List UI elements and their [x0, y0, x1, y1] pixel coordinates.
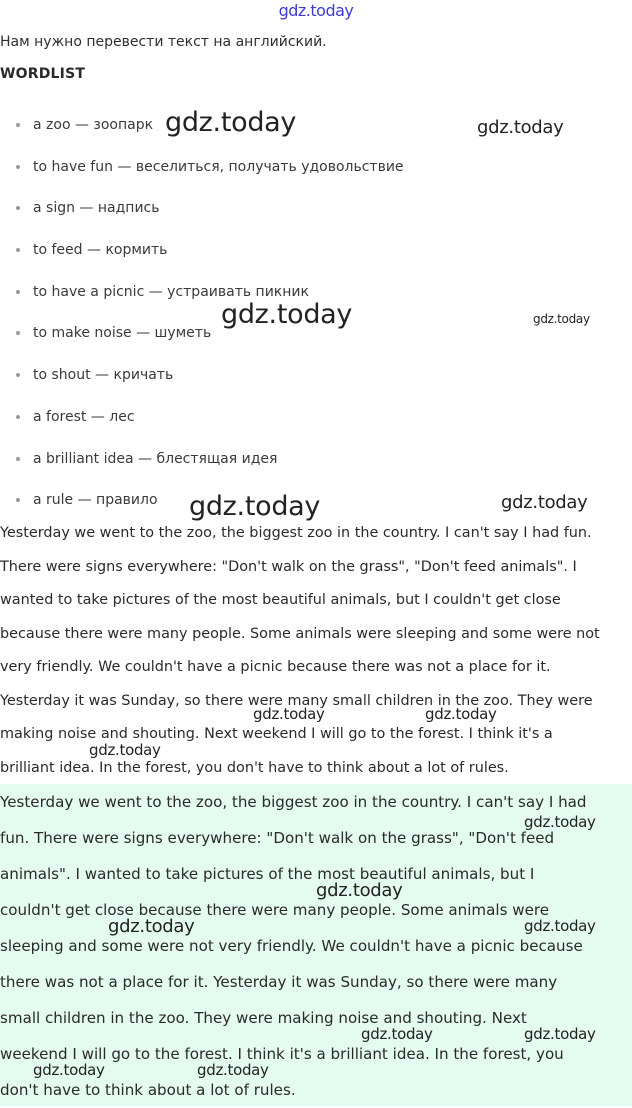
answer-text: [0, 784, 632, 1108]
watermark: gdz.today: [197, 1061, 269, 1079]
wordlist-item-text: a zoo — зоопарк: [33, 117, 154, 133]
watermark: gdz.today: [524, 1025, 596, 1043]
site-logo[interactable]: gdz.today: [278, 1, 354, 20]
wordlist-item-text: to have a picnic — устраивать пикник: [33, 283, 309, 300]
wordlist-item-text: a sign — надпись: [33, 200, 160, 217]
bullet-icon: [16, 248, 20, 252]
wordlist-item-text: a forest — лес: [33, 408, 135, 425]
text-line: animals". I wanted to take pictures of the most beautiful animals, but I: [0, 865, 535, 883]
text-line: Yesterday we went to the zoo, the biggest zoo in the country. I can't say I had: [0, 793, 587, 811]
watermark: gdz.today: [33, 1061, 105, 1079]
bullet-icon: [16, 457, 20, 461]
text-line: sleeping and some were not very friendly. We couldn't have a picnic because: [0, 937, 583, 955]
wordlist-item-text: to shout — кричать: [33, 367, 174, 384]
watermark: gdz.today: [477, 117, 564, 138]
watermark: gdz.today: [425, 705, 497, 723]
watermark: gdz.today: [165, 107, 297, 138]
watermark: gdz.today: [524, 917, 596, 935]
wordlist-item-text: a rule — правило: [33, 492, 158, 509]
watermark: gdz.today: [316, 880, 403, 901]
text-line: There were signs everywhere: "Don't walk on the grass", "Don't feed animals". I: [0, 558, 577, 575]
text-line: weekend I will go to the forest. I think it's a brilliant idea. In the forest, you: [0, 1045, 564, 1063]
bullet-icon: [16, 290, 20, 294]
wordlist-item: [0, 229, 404, 271]
watermark: gdz.today: [524, 813, 596, 831]
text-line: couldn't get close because there were many people. Some animals were: [0, 901, 550, 919]
wordlist-item: [0, 146, 404, 188]
watermark: gdz.today: [253, 705, 325, 723]
watermark: gdz.today: [89, 741, 161, 759]
text-line: small children in the zoo. They were making noise and shouting. Next: [0, 1009, 527, 1027]
bullet-icon: [16, 206, 20, 210]
text-line: very friendly. We couldn't have a picnic because there was not a place for it.: [0, 659, 551, 675]
wordlist-item: [0, 396, 404, 438]
text-line: don't have to think about a lot of rules.: [0, 1081, 296, 1099]
text-line: wanted to take pictures of the most beautiful animals, but I couldn't get close: [0, 592, 561, 608]
watermark: gdz.today: [501, 492, 588, 513]
text-line: there was not a place for it. Yesterday it was Sunday, so there were many: [0, 973, 558, 991]
wordlist-item: [0, 354, 404, 396]
wordlist-heading: WORDLIST: [0, 66, 86, 82]
wordlist-item-text: to make noise — шуметь: [33, 325, 212, 342]
wordlist-item-text: to feed — кормить: [33, 242, 168, 259]
bullet-icon: [16, 373, 20, 377]
answer-box: [0, 784, 632, 1106]
text-line: because there were many people. Some animals were sleeping and some were not: [0, 625, 600, 642]
watermark: gdz.today: [189, 491, 321, 522]
watermark: gdz.today: [533, 312, 590, 326]
wordlist-item: [0, 438, 404, 480]
text-line: brilliant idea. In the forest, you don't have to think about a lot of rules.: [0, 759, 509, 776]
bullet-icon: [16, 123, 20, 127]
wordlist-item-text: to have fun — веселиться, получать удовольствие: [33, 158, 404, 175]
text-line: making noise and shouting. Next weekend I will go to the forest. I think it's a: [0, 726, 553, 742]
task-intro: Нам нужно перевести текст на английский.: [0, 34, 327, 50]
wordlist-item: [0, 187, 404, 229]
text-line: Yesterday it was Sunday, so there were many small children in the zoo. They were: [0, 692, 593, 709]
text-line: fun. There were signs everywhere: "Don't walk on the grass", "Don't feed: [0, 829, 555, 847]
bullet-icon: [16, 165, 20, 169]
watermark: gdz.today: [221, 299, 353, 330]
watermark: gdz.today: [361, 1025, 433, 1043]
text-line: Yesterday we went to the zoo, the biggest zoo in the country. I can't say I had fun.: [0, 525, 592, 541]
watermark: gdz.today: [108, 916, 195, 937]
bullet-icon: [16, 331, 20, 335]
bullet-icon: [16, 498, 20, 502]
bullet-icon: [16, 415, 20, 419]
wordlist-item-text: a brilliant idea — блестящая идея: [33, 450, 278, 467]
